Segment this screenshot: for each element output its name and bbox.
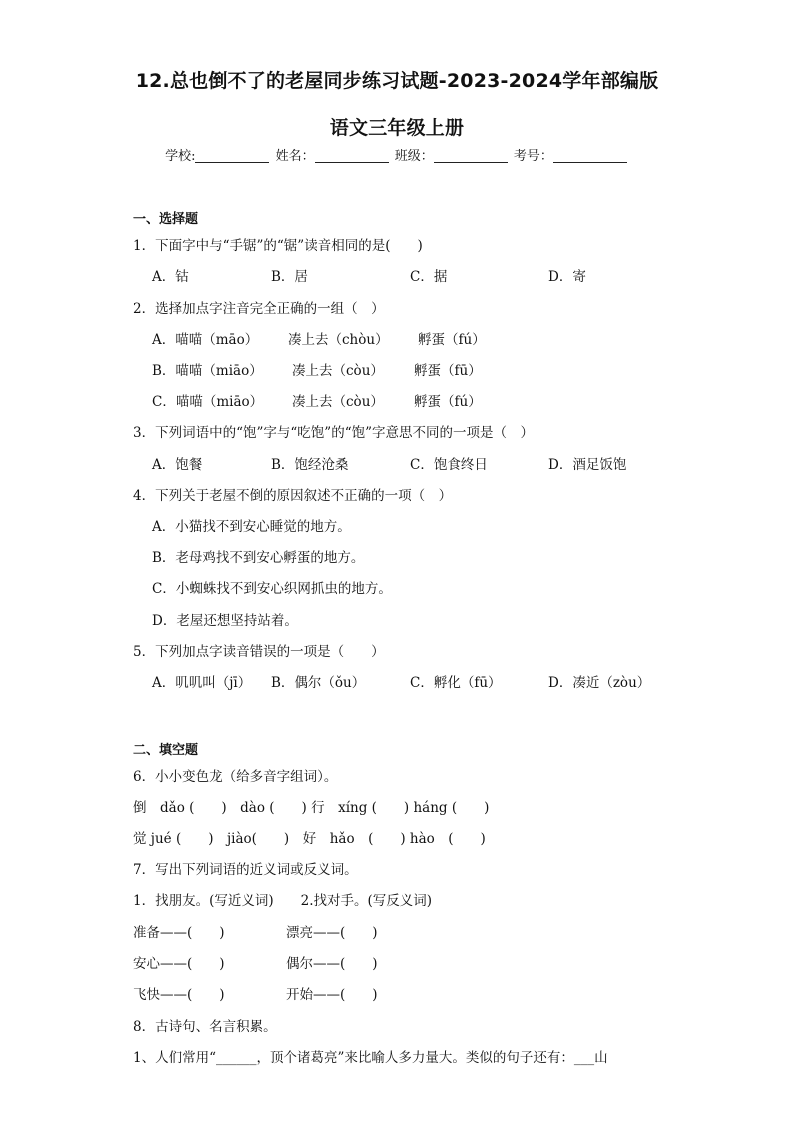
student-info-row <box>0 145 794 164</box>
q7-pair-3-right[interactable]: 开始——( ) <box>286 987 378 1003</box>
q3-option-c[interactable]: C．饱食终日 <box>410 457 488 473</box>
question-2-stem: 2．选择加点字注音完全正确的一组（ ） <box>133 301 385 317</box>
q2-option-a-2: 凑上去（chòu） <box>288 332 389 348</box>
q7-pair-3-left[interactable]: 飞快——( ) <box>133 987 225 1003</box>
q6-row-2[interactable]: 觉 jué ( ) jiào( ) 好 hǎo ( ) hào ( ) <box>133 831 486 847</box>
q7-pair-1-left[interactable]: 准备——( ) <box>133 925 225 941</box>
q1-option-b[interactable]: B．居 <box>271 269 308 285</box>
q2-option-b-3: 孵蛋（fū） <box>414 363 482 379</box>
q5-option-c[interactable]: C．孵化（fū） <box>410 675 502 691</box>
question-8-stem: 8．古诗句、名言积累。 <box>133 1019 277 1035</box>
school-label: 学校: <box>165 149 196 164</box>
q4-option-a[interactable]: A．小猫找不到安心睡觉的地方。 <box>152 519 351 535</box>
q2-option-c-1[interactable]: C．喵喵（miāo） <box>152 394 264 410</box>
q7-pair-2-left[interactable]: 安心——( ) <box>133 956 225 972</box>
class-label: 班级： <box>394 149 434 164</box>
q2-option-a-3: 孵蛋（fú） <box>418 332 486 348</box>
q1-option-d[interactable]: D．寄 <box>548 269 586 285</box>
q5-option-b[interactable]: B．偶尔（ǒu） <box>271 675 366 691</box>
q1-option-a[interactable]: A．钴 <box>152 269 189 285</box>
name-blank[interactable] <box>315 148 389 163</box>
q2-option-a-1[interactable]: A．喵喵（māo） <box>152 332 259 348</box>
q8-line-1[interactable]: 1、人们常用“______，顶个诸葛亮”来比喻人多力量大。类似的句子还有：___山 <box>133 1050 608 1066</box>
page-title-line2: 语文三年级上册 <box>329 117 465 139</box>
question-4-stem: 4．下列关于老屋不倒的原因叙述不正确的一项（ ） <box>133 488 453 504</box>
name-label: 姓名： <box>275 149 315 164</box>
q5-option-a[interactable]: A．叽叽叫（jī） <box>152 675 252 691</box>
q3-option-d[interactable]: D．酒足饭饱 <box>548 457 627 473</box>
class-blank[interactable] <box>434 148 508 163</box>
q3-option-a[interactable]: A．饱餐 <box>152 457 203 473</box>
q4-option-d[interactable]: D．老屋还想坚持站着。 <box>152 613 298 629</box>
q1-option-c[interactable]: C．据 <box>410 269 448 285</box>
q4-option-b[interactable]: B．老母鸡找不到安心孵蛋的地方。 <box>152 550 365 566</box>
question-1-stem: 1．下面字中与“手锯”的“锯”读音相同的是( ) <box>133 238 423 254</box>
q7-subheading: 1．找朋友。(写近义词) 2.找对手。(写反义词) <box>133 893 433 909</box>
number-blank[interactable] <box>553 148 627 163</box>
question-5-stem: 5．下列加点字读音错误的一项是（ ） <box>133 644 385 660</box>
section-heading-choice: 一、选择题 <box>133 212 199 227</box>
number-label: 考号： <box>513 149 553 164</box>
q7-pair-2-right[interactable]: 偶尔——( ) <box>286 956 378 972</box>
q2-option-b-1[interactable]: B．喵喵（miāo） <box>152 363 263 379</box>
school-blank[interactable] <box>195 148 269 163</box>
section-heading-fill: 二、填空题 <box>133 743 199 758</box>
q3-option-b[interactable]: B．饱经沧桑 <box>271 457 349 473</box>
q2-option-b-2: 凑上去（còu） <box>292 363 384 379</box>
question-6-stem: 6．小小变色龙（给多音字组词）。 <box>133 769 338 785</box>
question-7-stem: 7．写出下列词语的近义词或反义词。 <box>133 862 358 878</box>
q6-row-1[interactable]: 倒 dǎo ( ) dào ( ) 行 xíng ( ) háng ( ) <box>133 800 490 816</box>
page-title-line1: 12.总也倒不了的老屋同步练习试题-2023-2024学年部编版 <box>135 70 659 92</box>
q2-option-c-2: 凑上去（còu） <box>292 394 384 410</box>
q7-pair-1-right[interactable]: 漂亮——( ) <box>286 925 378 941</box>
q2-option-c-3: 孵蛋（fú） <box>414 394 482 410</box>
question-3-stem: 3．下列词语中的“饱”字与“吃饱”的“饱”字意思不同的一项是（ ） <box>133 425 534 441</box>
q4-option-c[interactable]: C．小蜘蛛找不到安心织网抓虫的地方。 <box>152 581 392 597</box>
q5-option-d[interactable]: D．凑近（zòu） <box>548 675 651 691</box>
